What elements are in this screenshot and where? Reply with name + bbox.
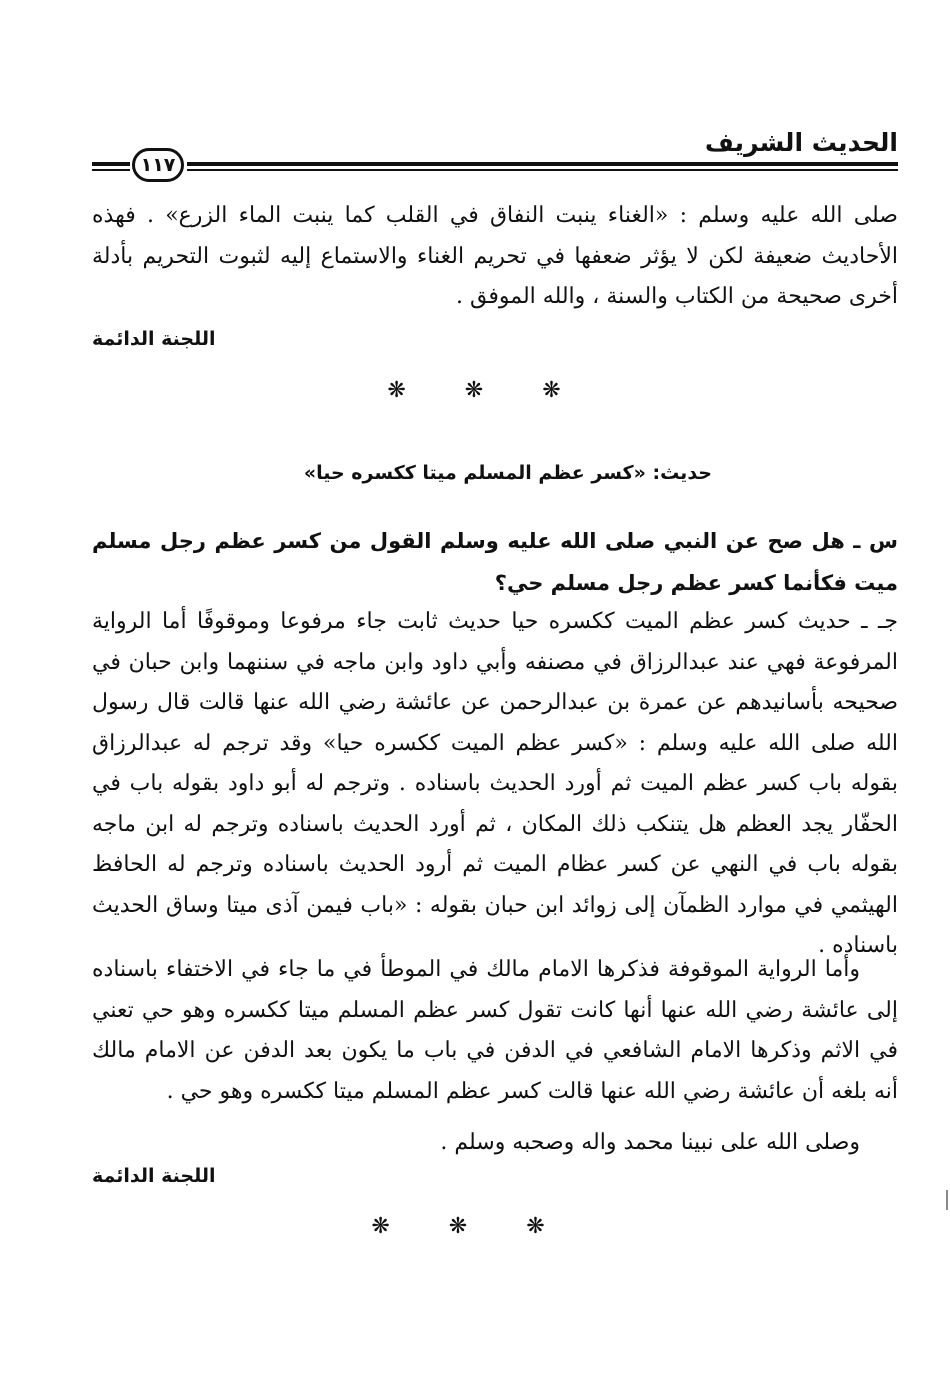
closing-line: وصلى الله على نبينا محمد واله وصحبه وسلم .	[440, 1130, 860, 1155]
header-rule-thick	[187, 162, 898, 166]
header-rule-left-thick	[92, 162, 130, 166]
header-rule-left-thin	[92, 169, 130, 171]
signature-committee-2: اللجنة الدائمة	[92, 1165, 216, 1187]
answer-text: جـ ـ حديث كسر عظم الميت ككسره حيا حديث ثابت جاء مرفوعا وموقوفًا أما الرواية المرفوعة فهي عند عبدالرزاق في مصنفه وأبي داود وابن ماجه في سننهما وابن حبان في صحيحه بأسانيدهم عن عمرة بن عبدالرحمن عن عائشة رضي الله عنها قالت قال رسول الله صلى الله عليه وسلم : «كسر عظم الميت ككسره حيا» وقد ترجم له عبدالرزاق بقوله باب كسر عظم الميت ثم أورد الحديث باسناده . وترجم له أبو داود بقوله باب في الحفّار يجد العظم هل يتنكب ذلك المكان ، ثم أورد الحديث باسناده وترجم له ابن ماجه بقوله باب في النهي عن كسر عظام الميت ثم أرود الحديث باسناده وترجم له الحافظ الهيثمي في موارد الظمآن إلى زوائد ابن حبان بقوله : «باب فيمن آذى ميتا وساق الحديث باسناده .	[92, 609, 898, 958]
question-text: س ـ هل صح عن النبي صلى الله عليه وسلم القول من كسر عظم رجل مسلم ميت فكأنما كسر عظم رجل مسلم حي؟	[92, 529, 898, 595]
page-header	[92, 128, 898, 178]
book-title: الحديث الشريف	[704, 128, 898, 157]
header-rule-thin	[187, 169, 898, 171]
page-edge-mark	[946, 1190, 948, 1210]
paragraph-intro: صلى الله عليه وسلم : «الغناء ينبت النفاق في القلب كما ينبت الماء الزرع» . فهذه الأحاديث ضعيفة لكن لا يؤثر ضعفها في تحريم الغناء والاستماع إليه لثبوت التحريم بأدلة أخرى صحيحة من الكتاب والسنة ، والله الموفق .	[92, 203, 898, 309]
separator-stars-2: ❋ ❋ ❋	[371, 1214, 571, 1239]
section-heading: حديث: «كسر عظم المسلم ميتا ككسره حيا»	[303, 462, 712, 484]
page-number: ١١٧	[132, 148, 184, 182]
signature-committee: اللجنة الدائمة	[92, 328, 216, 350]
paragraph-mawquf: وأما الرواية الموقوفة فذكرها الامام مالك في الموطأ في ما جاء في الاختفاء باسناده إلى عائشة رضي الله عنها أنها كانت تقول كسر عظم المسلم ميتا ككسره وهو حي تعني في الاثم وذكرها الامام الشافعي في الدفن في باب ما يكون بعد الدفن عن الامام مالك أنه بلغه أن عائشة رضي الله عنها قالت كسر عظم المسلم ميتا ككسره وهو حي .	[92, 957, 899, 1104]
separator-stars: ❋ ❋ ❋	[387, 378, 587, 403]
